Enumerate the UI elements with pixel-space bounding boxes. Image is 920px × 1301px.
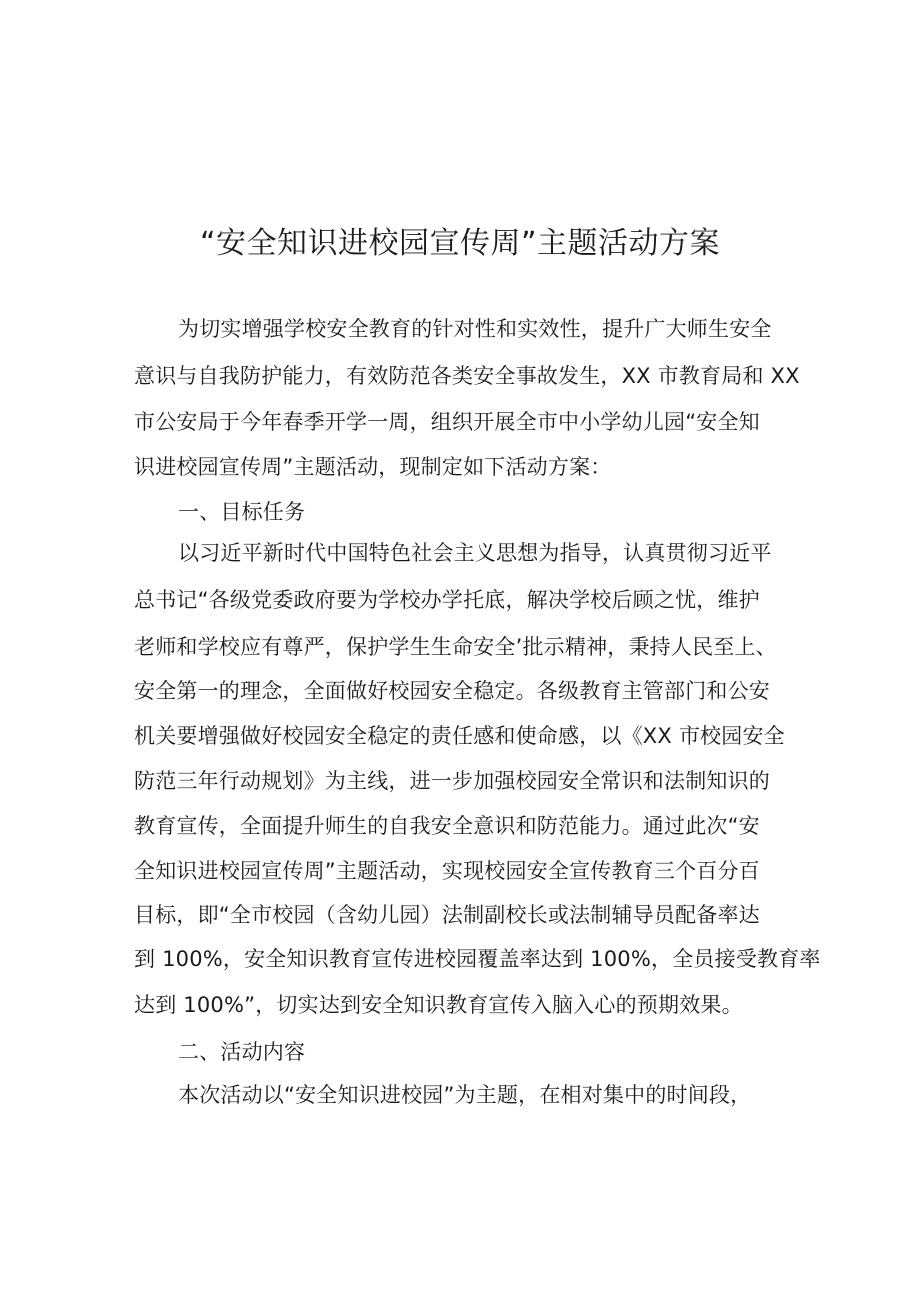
paragraph-line: 市公安局于今年春季开学一周，组织开展全市中小学幼儿园“安全知 bbox=[134, 410, 760, 434]
document-title: “安全知识进校园宣传周”主题活动方案 bbox=[199, 226, 721, 261]
paragraph-line: 防范三年行动规划》为主线，进一步加强校园安全常识和法制知识的 bbox=[134, 769, 770, 793]
section-heading: 二、活动内容 bbox=[178, 1040, 306, 1064]
paragraph-line: 机关要增强做好校园安全稳定的责任感和使命感，以《XX 市校园安全 bbox=[134, 724, 785, 748]
paragraph-line: 安全第一的理念，全面做好校园安全稳定。各级教育主管部门和公安 bbox=[134, 679, 770, 703]
paragraph-line: 目标，即“全市校园（含幼儿园）法制副校长或法制辅导员配备率达 bbox=[134, 903, 760, 927]
section-heading: 一、目标任务 bbox=[178, 500, 306, 524]
paragraph-line: 本次活动以“安全知识进校园”为主题，在相对集中的时间段， bbox=[178, 1083, 752, 1107]
paragraph-line: 教育宣传，全面提升师生的自我安全意识和防范能力。通过此次“安 bbox=[134, 814, 760, 838]
paragraph-line: 达到 100%”，切实达到安全知识教育宣传入脑入心的预期效果。 bbox=[134, 993, 743, 1017]
paragraph-line: 以习近平新时代中国特色社会主义思想为指导，认真贯彻习近平 bbox=[178, 541, 772, 565]
paragraph-line: 全知识进校园宣传周”主题活动，实现校园安全宣传教育三个百分百 bbox=[134, 859, 760, 883]
paragraph-line: 总书记“各级党委政府要为学校办学托底，解决学校后顾之忧，维护 bbox=[134, 588, 760, 612]
paragraph-line: 意识与自我防护能力，有效防范各类安全事故发生，XX 市教育局和 XX bbox=[134, 364, 800, 388]
paragraph-line: 老师和学校应有尊严，保护学生生命安全’批示精神，秉持人民至上、 bbox=[134, 635, 777, 659]
paragraph-line: 为切实增强学校安全教育的针对性和实效性，提升广大师生安全 bbox=[178, 317, 772, 341]
paragraph-line: 到 100%，安全知识教育宣传进校园覆盖率达到 100%，全员接受教育率 bbox=[134, 947, 821, 971]
paragraph-line: 识进校园宣传周”主题活动，现制定如下活动方案： bbox=[134, 455, 612, 479]
